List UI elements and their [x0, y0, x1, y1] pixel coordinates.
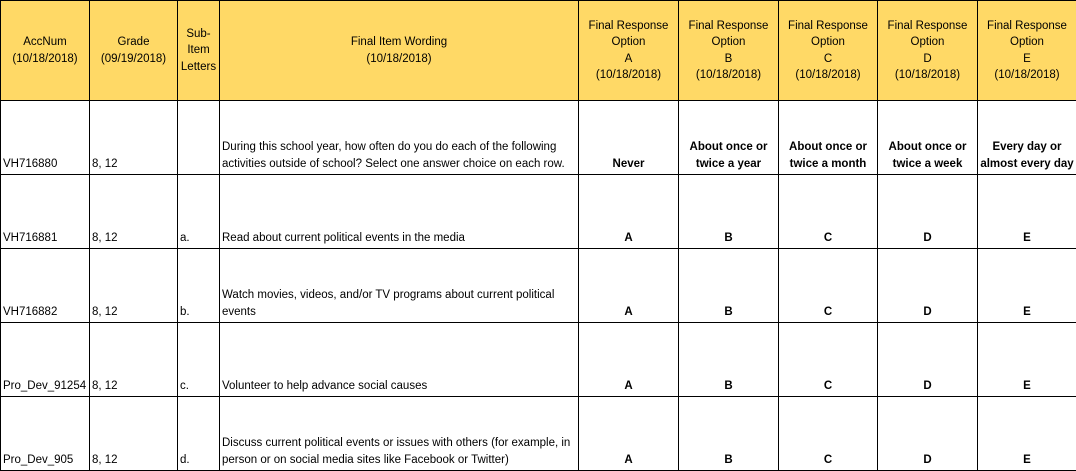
- cell-sub-item: b.: [178, 249, 220, 323]
- cell-grade: 8, 12: [90, 397, 178, 471]
- cell-sub-item: a.: [178, 175, 220, 249]
- cell-option-e: Every day or almost every day: [978, 101, 1076, 175]
- cell-option-d: D: [878, 397, 978, 471]
- cell-option-e: E: [978, 397, 1076, 471]
- cell-option-b: B: [679, 249, 779, 323]
- header-accnum: AccNum (10/18/2018): [1, 1, 90, 101]
- cell-option-d: D: [878, 249, 978, 323]
- cell-grade: 8, 12: [90, 175, 178, 249]
- cell-item-wording: Volunteer to help advance social causes: [220, 323, 579, 397]
- cell-accnum: VH716880: [1, 101, 90, 175]
- cell-grade: 8, 12: [90, 323, 178, 397]
- cell-item-wording: Read about current political events in the media: [220, 175, 579, 249]
- table-row: [1, 101, 1076, 175]
- cell-item-wording: Watch movies, videos, and/or TV programs about current political events: [220, 249, 579, 323]
- cell-sub-item: d.: [178, 397, 220, 471]
- cell-option-a: A: [579, 249, 679, 323]
- header-option-c: Final Response Option C (10/18/2018): [779, 1, 878, 101]
- cell-option-d: D: [878, 323, 978, 397]
- cell-item-wording: During this school year, how often do you do each of the following activities outside of school? Select one answer choice on each row.: [220, 101, 579, 175]
- table-row: [1, 175, 1076, 249]
- cell-option-b: B: [679, 397, 779, 471]
- cell-option-c: C: [779, 323, 878, 397]
- cell-grade: 8, 12: [90, 249, 178, 323]
- cell-option-a: A: [579, 397, 679, 471]
- header-option-b: Final Response Option B (10/18/2018): [679, 1, 779, 101]
- cell-option-d: D: [878, 175, 978, 249]
- cell-option-c: C: [779, 397, 878, 471]
- header-grade: Grade (09/19/2018): [90, 1, 178, 101]
- header-final-item-wording: Final Item Wording (10/18/2018): [220, 1, 579, 101]
- cell-accnum: VH716882: [1, 249, 90, 323]
- cell-option-e: E: [978, 249, 1076, 323]
- header-option-e: Final Response Option E (10/18/2018): [978, 1, 1076, 101]
- cell-option-b: B: [679, 323, 779, 397]
- header-sub-item-letters: Sub- Item Letters: [178, 1, 220, 101]
- cell-option-a: Never: [579, 101, 679, 175]
- cell-option-e: E: [978, 175, 1076, 249]
- cell-accnum: VH716881: [1, 175, 90, 249]
- cell-option-c: About once or twice a month: [779, 101, 878, 175]
- cell-option-e: E: [978, 323, 1076, 397]
- cell-option-a: A: [579, 175, 679, 249]
- cell-accnum: Pro_Dev_91254: [1, 323, 90, 397]
- table-row: [1, 249, 1076, 323]
- cell-option-d: About once or twice a week: [878, 101, 978, 175]
- table-row: [1, 397, 1076, 471]
- cell-option-c: C: [779, 175, 878, 249]
- cell-grade: 8, 12: [90, 101, 178, 175]
- table-row: [1, 323, 1076, 397]
- header-option-a: Final Response Option A (10/18/2018): [579, 1, 679, 101]
- cell-option-a: A: [579, 323, 679, 397]
- cell-accnum: Pro_Dev_905: [1, 397, 90, 471]
- header-row: [1, 1, 1076, 101]
- cell-option-b: About once or twice a year: [679, 101, 779, 175]
- cell-option-c: C: [779, 249, 878, 323]
- header-option-d: Final Response Option D (10/18/2018): [878, 1, 978, 101]
- cell-item-wording: Discuss current political events or issues with others (for example, in person or on social media sites like Facebook or Twitter): [220, 397, 579, 471]
- cell-sub-item: c.: [178, 323, 220, 397]
- cell-sub-item: [178, 101, 220, 175]
- cell-option-b: B: [679, 175, 779, 249]
